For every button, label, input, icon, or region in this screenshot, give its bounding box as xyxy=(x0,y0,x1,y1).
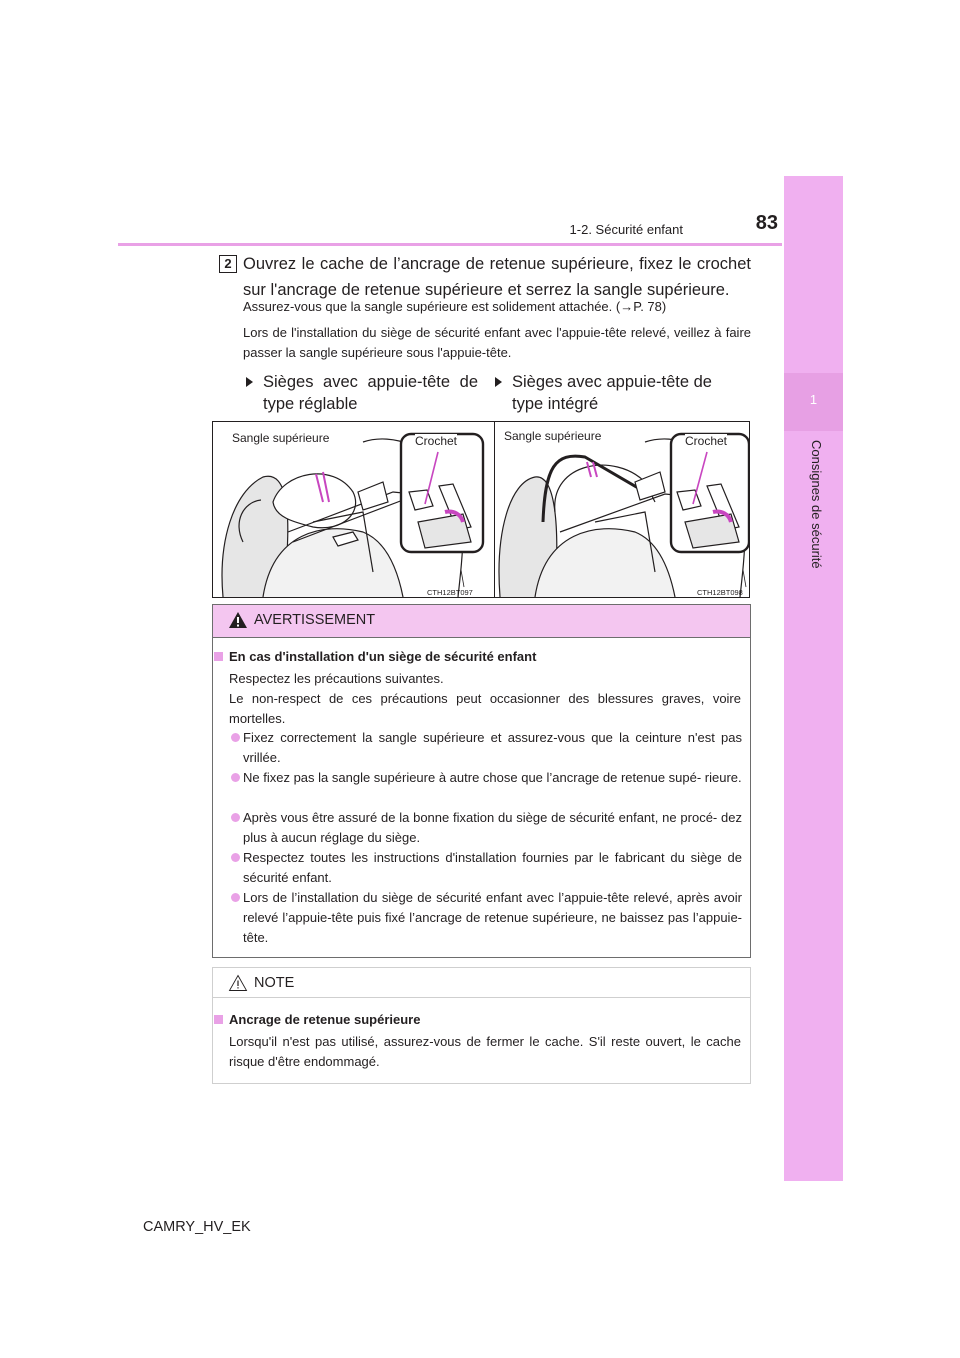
figure-heading-integrated: Sièges avec appuie-tête de type intégré xyxy=(495,371,745,415)
figure-code-right: CTH12BT098 xyxy=(697,588,743,597)
label-hook-left: Crochet xyxy=(415,434,458,448)
warning-subhead: En cas d'installation d'un siège de sécurité enfant xyxy=(214,649,536,664)
label-top-strap-right: Sangle supérieure xyxy=(504,429,602,443)
seat-hook-illustration xyxy=(213,422,749,597)
note-title: NOTE xyxy=(254,975,295,991)
triangle-bullet-icon xyxy=(246,377,253,387)
figure-heading-adjustable: Sièges avec appuie-tête de type réglable xyxy=(246,371,478,415)
bullet-dot-icon xyxy=(231,733,240,742)
left-hook-inset xyxy=(401,434,483,552)
header-rule xyxy=(118,243,782,246)
triangle-bullet-icon xyxy=(495,377,502,387)
figure-divider xyxy=(494,421,495,598)
warning-bullet-1: Fixez correctement la sangle supérieure et assurez-vous que la ceinture n'est pas vrillée. xyxy=(243,728,742,768)
warning-icon xyxy=(228,611,248,629)
bullet-dot-icon xyxy=(231,893,240,902)
step-note-1: Assurez-vous que la sangle supérieure est solidement attachée. (→P. 78) xyxy=(243,299,667,314)
note-subhead: Ancrage de retenue supérieure xyxy=(214,1012,420,1027)
chapter-title: Consignes de sécurité xyxy=(809,440,824,569)
warning-bullet-2: Ne fixez pas la sangle supérieure à autre chose que l’ancrage de retenue supé- rieure. xyxy=(243,768,742,788)
warning-intro-1: Respectez les précautions suivantes. xyxy=(229,671,444,686)
step-note-2: Lors de l'installation du siège de sécurité enfant avec l'appuie-tête relevé, veillez à faire passer la sangle supérieure sous l'appuie-tête. xyxy=(243,325,751,360)
bullet-dot-icon xyxy=(231,813,240,822)
step-instruction: Ouvrez le cache de l’ancrage de retenue supérieure, fixez le crochet sur l'ancrage de retenue supérieure et serrez la sangle supérieure. xyxy=(243,255,751,299)
model-code: CAMRY_HV_EK xyxy=(143,1219,251,1235)
warning-bullet-4: Respectez toutes les instructions d'installation fournies par le fabricant du siège de sécurité enfant. xyxy=(243,848,742,888)
chapter-number: 1 xyxy=(809,392,818,407)
chapter-side-tab xyxy=(784,176,843,1181)
page-number: 83 xyxy=(755,212,778,234)
warning-bullet-5: Lors de l’installation du siège de sécurité enfant avec l’appuie-tête relevé, après avoir relevé l’appuie-tête puis fixé l’ancrage de retenue supérieure, ne baissez pas l’appuie-tête. xyxy=(243,888,742,948)
section-title: 1-2. Sécurité enfant xyxy=(569,222,683,237)
warning-title: AVERTISSEMENT xyxy=(254,612,376,628)
step-number: 2 xyxy=(219,255,237,273)
square-bullet-icon xyxy=(214,652,223,661)
warning-bullet-3: Après vous être assuré de la bonne fixation du siège de sécurité enfant, ne procé- dez plus à aucun réglage du siège. xyxy=(243,808,742,848)
note-header-rule xyxy=(213,997,750,998)
label-top-strap-left: Sangle supérieure xyxy=(232,431,330,445)
square-bullet-icon xyxy=(214,1015,223,1024)
label-hook-right: Crochet xyxy=(685,434,728,448)
warning-intro-2: Le non-respect de ces précautions peut occasionner des blessures graves, voire mortelles. xyxy=(229,691,741,726)
note-text: Lorsqu'il n'est pas utilisé, assurez-vous de fermer le cache. S'il reste ouvert, le cache risque d'être endommagé. xyxy=(229,1034,741,1069)
caution-outline-icon xyxy=(228,974,248,992)
bullet-dot-icon xyxy=(231,773,240,782)
bullet-dot-icon xyxy=(231,853,240,862)
right-hook-inset xyxy=(671,434,749,552)
figure-code-left: CTH12BT097 xyxy=(427,588,473,597)
